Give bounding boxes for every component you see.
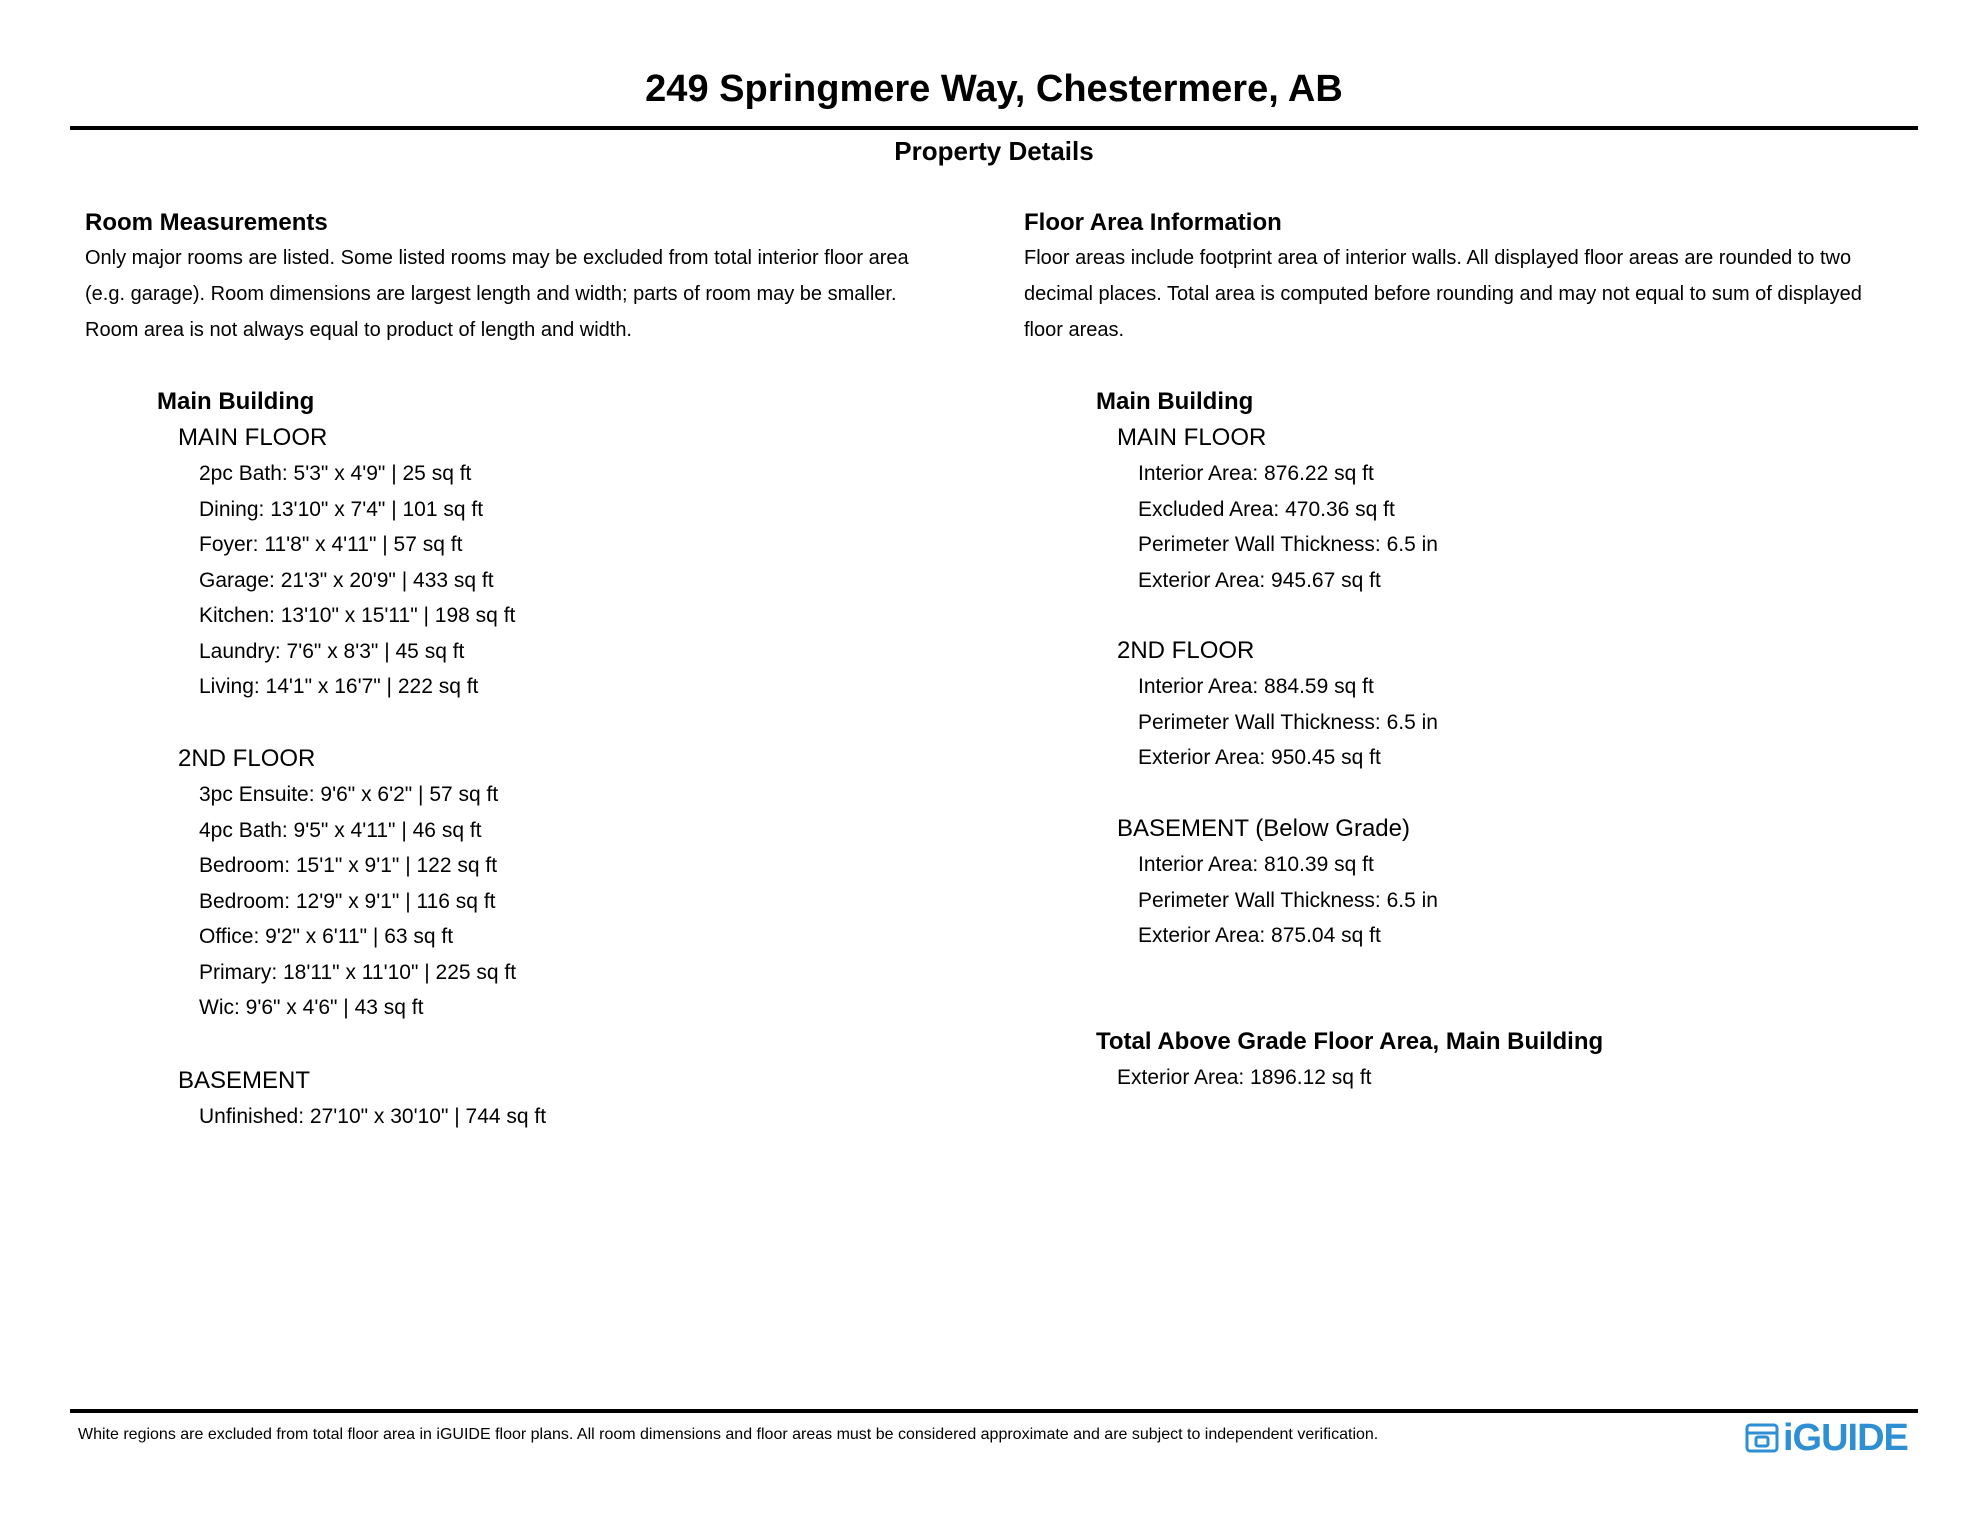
iguide-camera-icon bbox=[1745, 1422, 1779, 1454]
description-line: (e.g. garage). Room dimensions are largest length and width; parts of room may be smaller. bbox=[85, 283, 897, 305]
list-item: Interior Area: 810.39 sq ft bbox=[1138, 853, 1374, 876]
section-heading: Room Measurements bbox=[85, 209, 328, 236]
floor-title: MAIN FLOOR bbox=[1117, 424, 1267, 451]
list-item: Exterior Area: 945.67 sq ft bbox=[1138, 568, 1381, 592]
list-item: Exterior Area: 950.45 sq ft bbox=[1138, 746, 1381, 769]
area-block-2nd bbox=[1117, 633, 1438, 776]
total-heading: Total Above Grade Floor Area, Main Building bbox=[1096, 1028, 1604, 1055]
room-list bbox=[178, 1099, 546, 1135]
list-item: Living: 14'1" x 16'7" | 222 sq ft bbox=[199, 675, 479, 698]
page-title: 249 Springmere Way, Chestermere, AB bbox=[645, 68, 1343, 110]
list-item: Interior Area: 876.22 sq ft bbox=[1138, 462, 1374, 485]
room-measurements-section bbox=[85, 206, 985, 1128]
area-list bbox=[1117, 669, 1438, 776]
description-line: decimal places. Total area is computed before rounding and may not equal to sum of displayed bbox=[1024, 283, 1862, 305]
description-line: Floor areas include footprint area of interior walls. All displayed floor areas are rounded to two bbox=[1024, 247, 1852, 269]
list-item: Perimeter Wall Thickness: 6.5 in bbox=[1138, 710, 1438, 734]
list-item: Office: 9'2" x 6'11" | 63 sq ft bbox=[199, 925, 454, 948]
total-block bbox=[1117, 1060, 1371, 1096]
list-item: Dining: 13'10" x 7'4" | 101 sq ft bbox=[199, 497, 484, 521]
floor-block-basement bbox=[178, 1063, 546, 1135]
list-item: Perimeter Wall Thickness: 6.5 in bbox=[1138, 533, 1438, 556]
section-heading: Floor Area Information bbox=[1024, 209, 1282, 236]
floor-title: BASEMENT bbox=[178, 1067, 311, 1094]
list-item: Foyer: 11'8" x 4'11" | 57 sq ft bbox=[199, 533, 463, 556]
list-item: Bedroom: 15'1" x 9'1" | 122 sq ft bbox=[199, 854, 498, 877]
description-line: Only major rooms are listed. Some listed rooms may be excluded from total interior floor area bbox=[85, 247, 909, 269]
floor-title: BASEMENT (Below Grade) bbox=[1117, 815, 1410, 842]
area-list bbox=[1117, 456, 1438, 598]
area-block-basement bbox=[1117, 811, 1438, 954]
list-item: Wic: 9'6" x 4'6" | 43 sq ft bbox=[199, 996, 424, 1019]
list-item: 3pc Ensuite: 9'6" x 6'2" | 57 sq ft bbox=[199, 783, 499, 806]
iguide-logo bbox=[1745, 1418, 1908, 1458]
footer-rule bbox=[70, 1409, 1918, 1413]
floor-block-2nd bbox=[178, 741, 516, 1026]
page-subtitle: Property Details bbox=[894, 136, 1094, 166]
building-heading: Main Building bbox=[1096, 388, 1254, 415]
floor-title: 2ND FLOOR bbox=[178, 745, 316, 772]
list-item: Primary: 18'11" x 11'10" | 225 sq ft bbox=[199, 960, 517, 984]
floor-title: MAIN FLOOR bbox=[178, 424, 328, 451]
iguide-logo-text: iGUIDE bbox=[1783, 1417, 1908, 1459]
list-item: Exterior Area: 875.04 sq ft bbox=[1138, 924, 1381, 947]
list-item: Perimeter Wall Thickness: 6.5 in bbox=[1138, 888, 1438, 912]
total-value: Exterior Area: 1896.12 sq ft bbox=[1117, 1066, 1372, 1089]
list-item: Excluded Area: 470.36 sq ft bbox=[1138, 497, 1395, 521]
description-line: floor areas. bbox=[1024, 319, 1125, 341]
list-item: 2pc Bath: 5'3" x 4'9" | 25 sq ft bbox=[199, 462, 472, 485]
list-item: Interior Area: 884.59 sq ft bbox=[1138, 675, 1374, 698]
area-block-main bbox=[1117, 420, 1438, 598]
floor-block-main bbox=[178, 420, 515, 705]
list-item: Bedroom: 12'9" x 9'1" | 116 sq ft bbox=[199, 889, 496, 913]
title-rule bbox=[70, 126, 1918, 130]
list-item: Kitchen: 13'10" x 15'11" | 198 sq ft bbox=[199, 604, 516, 627]
floor-area-section bbox=[1024, 206, 1924, 1089]
description-line: Room area is not always equal to product of length and width. bbox=[85, 319, 632, 341]
footer-disclaimer: White regions are excluded from total floor area in iGUIDE floor plans. All room dimensions and floor areas must be considered approximate and are subject to independent verification. bbox=[78, 1426, 1379, 1443]
list-item: 4pc Bath: 9'5" x 4'11" | 46 sq ft bbox=[199, 818, 482, 842]
room-list bbox=[178, 456, 515, 705]
list-item: Garage: 21'3" x 20'9" | 433 sq ft bbox=[199, 568, 494, 592]
list-item: Unfinished: 27'10" x 30'10" | 744 sq ft bbox=[199, 1105, 547, 1128]
area-list bbox=[1117, 847, 1438, 954]
building-heading: Main Building bbox=[157, 388, 315, 415]
room-list bbox=[178, 777, 516, 1026]
floor-title: 2ND FLOOR bbox=[1117, 637, 1255, 664]
list-item: Laundry: 7'6" x 8'3" | 45 sq ft bbox=[199, 639, 465, 663]
